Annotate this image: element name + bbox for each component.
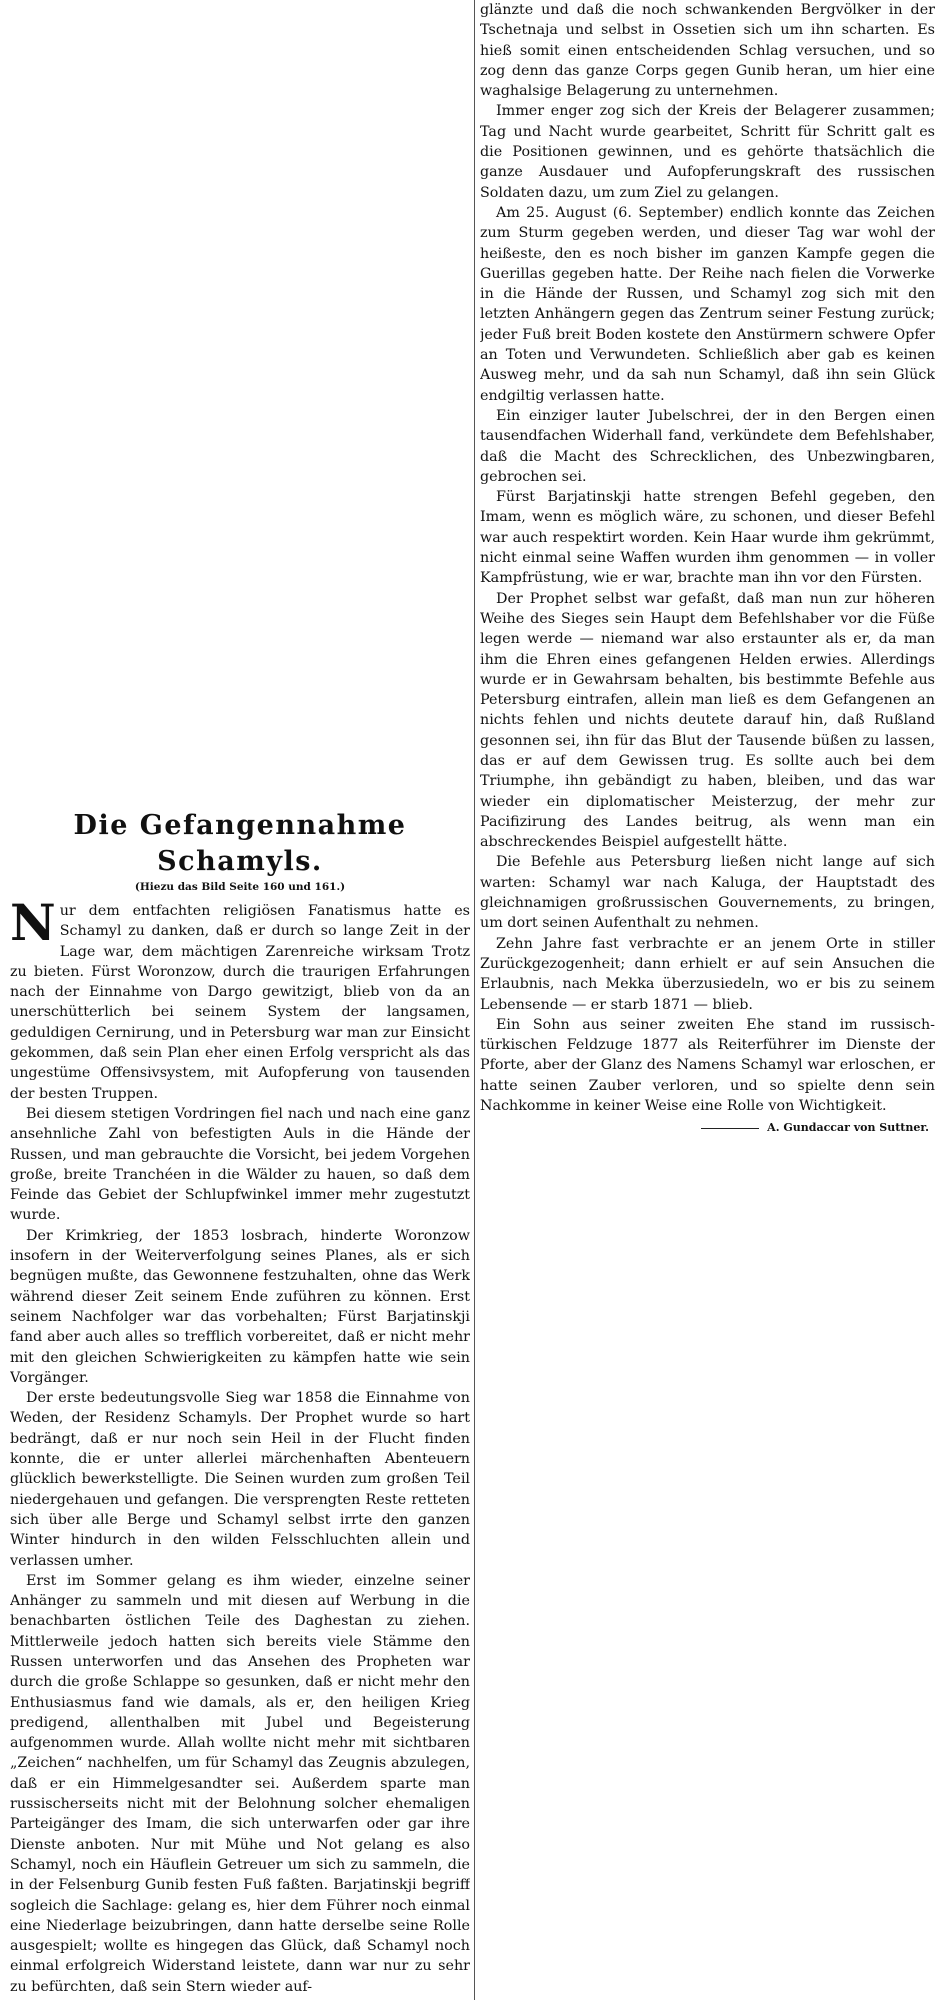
paragraph: glänzte und daß die noch schwankenden Bergvölker in der Tschetnaja und selbst in Ossetien sich um ihn scharten. Es hieß somit einen entscheidenden Schlag versuchen, und so zog denn das ganze Corps gegen Gunib heran, um hier eine waghalsige Belagerung zu unternehmen.: [480, 2, 935, 100]
article-subtitle: (Hiezu das Bild Seite 160 und 161.): [134, 881, 346, 893]
article-title: Die Gefangennahme Schamyls.: [73, 810, 407, 877]
paragraph: Bei diesem stetigen Vordringen fiel nach und nach eine ganz ansehnliche Zahl von befestigten Auls in die Hände der Russen, und man gebrauchte die Vorsicht, bei jedem Vorgehen große, breite Tranchéen in die Wälder zu hauen, so daß dem Feinde das Gebiet der Schlupfwinkel immer mehr zugestutzt wurde.: [10, 1105, 470, 1224]
paragraph: Immer enger zog sich der Kreis der Belagerer zusammen; Tag und Nacht wurde gearbeitet, Schritt für Schritt galt es die Positionen gewinnen, und es gehörte thatsächlich die ganze Ausdauer und Aufopferungskraft des russischen Soldaten dazu, um zum Ziel zu gelangen.: [480, 103, 935, 201]
paragraph: Fürst Barjatinskji hatte strengen Befehl gegeben, den Imam, wenn es möglich wäre, zu schonen, und dieser Befehl war auch respektirt worden. Kein Haar wurde ihm gekrümmt, nicht einmal seine Waffen wurden ihm genommen — in voller Kampfrüstung, wie er war, brachte man ihn vor den Fürsten.: [480, 489, 935, 587]
paragraph: Ein einziger lauter Jubelschrei, der in den Bergen einen tausendfachen Widerhall fand, verkündete dem Befehlshaber, daß die Macht des Schrecklichen, des Unbezwingbaren, gebrochen sei.: [480, 407, 935, 485]
signature-rule: [701, 1128, 759, 1129]
paragraph: Der erste bedeutungsvolle Sieg war 1858 die Einnahme von Weden, der Residenz Schamyls. Der Prophet wurde so hart bedrängt, daß er nur noch sein Heil in der Flucht finden konnte, die er unter allerlei märchenhaften Abenteuern glücklich bewerkstelligte. Die Seinen wurden zum großen Teil niedergehauen und gefangen. Die versprengten Reste retteten sich über alle Berge und Schamyl selbst irrte den ganzen Winter hindurch in den wilden Felsschluchten allein und verlassen umher.: [10, 1390, 470, 1569]
right-column: [480, 0, 935, 1160]
column-divider: [474, 0, 475, 2000]
paragraph: Der Krimkrieg, der 1853 losbrach, hinderte Woronzow insofern in der Weiterverfolgung seines Planes, als er sich begnügen mußte, das Gewonnene festzuhalten, ohne das Werk während dieser Zeit seinem Ende zuführen zu können. Erst seinem Nachfolger war das vorbehalten; Fürst Barjatinskji fand aber auch alles so trefflich vorbereitet, daß er nicht mehr mit den gleichen Schwierigkeiten zu kämpfen hatte wie sein Vorgänger.: [10, 1227, 470, 1386]
paragraph-text: ur dem entfachten religiösen Fanatismus hatte es Schamyl zu danken, daß er durch so lange Zeit in der Lage war, dem mächtigen Zarenreiche wirksam Trotz zu bieten. Fürst Woronzow, durch die traurigen Erfahrungen nach der Einnahme von Dargo gewitzigt, blieb von da an unerschütterlich bei seinem System der langsamen, geduldigen Cernirung, und in Petersburg war man zur Einsicht gekommen, daß sein Plan eher einen Erfolg verspricht als das ungestüme Offensivsystem, mit Aufopferung von tausenden der besten Truppen.: [10, 903, 470, 1102]
paragraph: Zehn Jahre fast verbrachte er an jenem Orte in stiller Zurückgezogenheit; dann erhielt er auf sein Ansuchen die Erlaubnis, nach Mekka überzusiedeln, wo er bis zu seinem Lebensende — er starb 1871 — blieb.: [480, 935, 935, 1013]
paragraph: [10, 893, 470, 1104]
drop-cap: N: [10, 893, 56, 952]
paragraph: Erst im Sommer gelang es ihm wieder, einzelne seiner Anhänger zu sammeln und mit diesen auf Werbung in die benachbarten östlichen Teile des Daghestan zu ziehen. Mittlerweile jedoch hatten sich bereits viele Stämme den Russen unterworfen und das Ansehen des Propheten war durch die große Schlappe so gesunken, daß er nicht mehr den Enthusiasmus fand wie damals, als er, den heiligen Krieg predigend, allenthalben mit Jubel und Begeisterung aufgenommen wurde. Allah wollte nicht mehr mit sichtbaren „Zeichen“ nachhelfen, um für Schamyl das Zeugnis abzulegen, daß er ein Himmelgesandter sei. Außerdem sparte man russischerseits nicht mit der Belohnung solcher ehemaligen Parteigänger des Imam, die sich unterwarfen oder gar ihre Dienste anboten. Nur mit Mühe und Not gelang es also Schamyl, noch ein Häuflein Getreuer um sich zu sammeln, die in der Felsenburg Gunib festen Fuß faßten. Barjatinskji begriff sogleich die Sachlage: gelang es, hier dem Führer noch einmal eine Niederlage beizubringen, dann hatte derselbe seine Rolle ausgespielt; wollte es hingegen das Glück, daß Schamyl noch einmal erfolgreich Widerstand leistete, dann war nur zu sehr zu befürchten, daß sein Stern wieder auf-: [10, 1572, 470, 1995]
paragraph: Der Prophet selbst war gefaßt, daß man nun zur höheren Weihe des Sieges sein Haupt dem Befehlshaber vor die Füße legen werde — niemand war also erstaunter als er, da man ihm die Ehren eines gefangenen Helden erwies. Allerdings wurde er in Gewahrsam behalten, bis bestimmte Befehle aus Petersburg eintrafen, allein man ließ es dem Gefangenen an nichts fehlen und nichts deutete darauf hin, daß Rußland gesonnen sei, ihn für das Blut der Tausende büßen zu lassen, das er auf dem Gewissen trug. Es sollte auch bei dem Triumphe, ihn gebändigt zu haben, bleiben, und das war wieder ein diplomatischer Meisterzug, der mehr zur Pacifizirung des Landes beitrug, als wenn man ein abschreckendes Beispiel aufgestellt hätte.: [480, 590, 935, 851]
author-name: A. Gundaccar von Suttner.: [767, 1121, 929, 1135]
paragraph: Ein Sohn aus seiner zweiten Ehe stand im russisch-türkischen Feldzuge 1877 als Reiterführer im Dienste der Pforte, aber der Glanz des Namens Schamyl war erloschen, er hatte seinen Zauber verloren, und so spielte denn sein Nachkomme in keiner Weise eine Rolle von Wichtigkeit.: [480, 1016, 935, 1115]
paragraph: Am 25. August (6. September) endlich konnte das Zeichen zum Sturm gegeben werden, und dieser Tag war wohl der heißeste, den es noch bisher im ganzen Kampfe gegen die Guerillas gegeben hatte. Der Reihe nach fielen die Vorwerke in die Hände der Russen, und Schamyl zog sich mit den letzten Anhängern gegen das Zentrum seiner Festung zurück; jeder Fuß breit Boden kostete den Anstürmern schwere Opfer an Toten und Verwundeten. Schließlich aber gab es keinen Ausweg mehr, und da sah nun Schamyl, daß ihn sein Glück endgiltig verlassen hatte.: [480, 204, 935, 404]
paragraph: Die Befehle aus Petersburg ließen nicht lange auf sich warten: Schamyl war nach Kaluga, der Hauptstadt des gleichnamigen großrussischen Gouvernements, zu bringen, um dort seinen Aufenthalt zu nehmen.: [480, 854, 935, 932]
left-column: [10, 0, 470, 2000]
author-signature: [480, 1120, 929, 1136]
